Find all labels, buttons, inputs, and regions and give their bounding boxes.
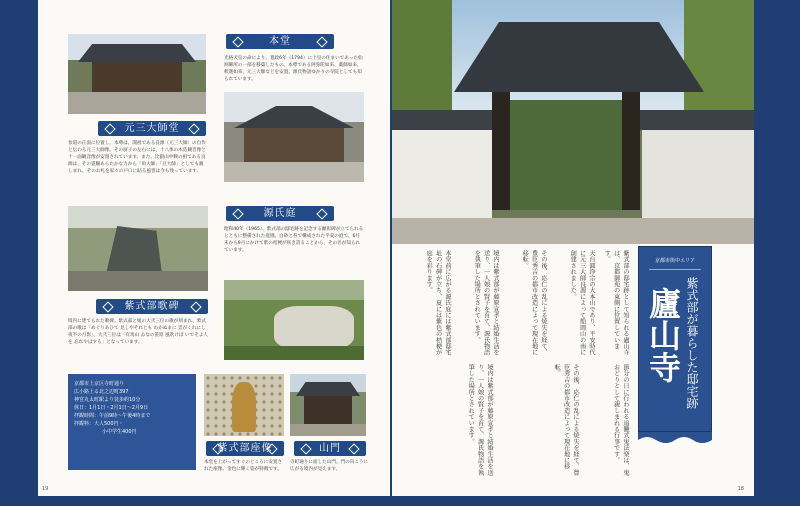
body-column: その後、応仁の乱による焼失を経て、豊臣秀吉の都市改造によって現在地に移転。: [521, 250, 547, 356]
genji-garden-photo: [224, 280, 364, 360]
info-line: 京都市上京区寺町通り: [74, 381, 125, 387]
area-label: 京都市街中エリア: [654, 258, 695, 264]
subtitle: 紫式部が暮らした邸宅跡: [685, 277, 699, 409]
ganzan-hall-title: 元三大師堂: [98, 121, 206, 136]
body-column: 本堂前に広がる源氏庭には紫式部邸宅址の石碑が立ち、夏には紫色の桔梗が庭を彩ります。: [425, 250, 451, 356]
info-line: 神宮丸太町駅より徒歩約10分: [74, 397, 141, 403]
hondo-photo: [224, 92, 364, 182]
title-box-wave-ornament: [638, 432, 712, 446]
ganzan-hall-photo: [68, 34, 206, 114]
sanmon-text: 寺町通りに面した山門。門の向こうに広がる境内が見えます。: [290, 460, 369, 472]
info-line: 広小路上る北之辺町397: [74, 389, 129, 395]
info-line: 小中学生400円: [102, 429, 137, 435]
sanmon-title: 山門: [294, 441, 366, 456]
info-line: 拝観時間：午前9時〜午後4時まで: [74, 413, 151, 419]
genji-garden-text: 昭和40年（1965）、紫式部の邸宅跡を記念する顕彰碑が立てられるとともに整備された庭園。白砂と苔で構成された平安の庭で、6月末から9月にかけて紫の桔梗が咲き誇ることから、その名が知られています。: [224, 227, 364, 253]
page-number-right: 18: [737, 486, 744, 492]
body-column: その後、応仁の乱による焼失を経て、豊臣秀吉の都市改造によって現在地に移転。: [553, 364, 579, 476]
info-line: 休日：1月1日・2月1日〜2月9日: [74, 405, 149, 411]
ganzan-hall-text: 参道の正面に位置し、本尊は、開祖である良源（元三大師）の自作と伝わる元三大師像。その厨子の左右には、十八体の木造観音像と十一面観音像が安置されています。また、比叡山中興の祖である良源は、その霊験あらたかな力から「角大師」「豆大師」としても親しまれ、そのお札を家々の戸口に貼る風習は今も残っています。: [68, 141, 206, 174]
body-column: 節分の日に行われる追儺式鬼法楽は、鬼おどりとして親しまれる行事です。: [612, 364, 629, 476]
body-column: 境内は紫式部が藤原宣孝と結婚生活を送り、一人娘の賢子を育て、源氏物語を執筆した場所とされています。: [467, 364, 493, 476]
page-number-left: 19: [42, 486, 49, 492]
left-page: [38, 0, 390, 496]
sanmon-photo: [290, 374, 366, 436]
temple-gate-hero-photo: [392, 0, 754, 244]
genji-garden-title: 源氏庭: [226, 206, 334, 221]
right-page: [392, 0, 754, 496]
seated-statue-title: 紫式部座像: [206, 441, 284, 456]
hondo-title: 本堂: [226, 34, 334, 49]
poem-monument-title: 紫式部歌碑: [96, 299, 208, 314]
page-title: 廬山寺: [644, 287, 682, 383]
seated-statue-photo: [204, 374, 284, 436]
body-column: 境内は紫式部が藤原宣孝と結婚生活を送り、一人娘の賢子を育て、源氏物語を執筆した場所とされています。: [473, 250, 499, 356]
seated-statue-text: 本堂を上がってすぐのところに安置された座像。金色に輝く姿が特徴です。: [204, 460, 283, 472]
info-line: 拝観料：大人500円・: [74, 421, 124, 427]
visitor-info-box: [68, 374, 196, 470]
body-column: 紫式部の邸宅跡として知られる廬山寺は、京都御苑の東側に位置しています。: [603, 250, 629, 356]
poem-monument-text: 境内に建てられた歌碑。紫式部と娘の大弐三位の歌が刻まれ、紫式部の歌は「めぐりあひて 見しやそれとも わかぬまに 雲がくれにし 夜半の月影」、大弐三位は「有馬山 ゐなの笹原 風吹けば いでそよ人を 忘れやはする」となっています。: [68, 319, 208, 345]
hondo-text: 光格天皇の命により、寛政6年（1794）に上皇の住まいであった仙洞御所の一部を移築したもの。本尊である阿弥陀如来、薬師如来、釈迦如来、元三大師などを安置。源氏物語ゆかりの寺院としても知られています。: [224, 56, 363, 82]
poem-monument-photo: [68, 206, 208, 291]
body-column: 天台圓浄宗の大本山であり、平安時代に元三大師良源によって船岡山の南に創建されました。: [569, 250, 595, 356]
title-box: [638, 246, 712, 432]
